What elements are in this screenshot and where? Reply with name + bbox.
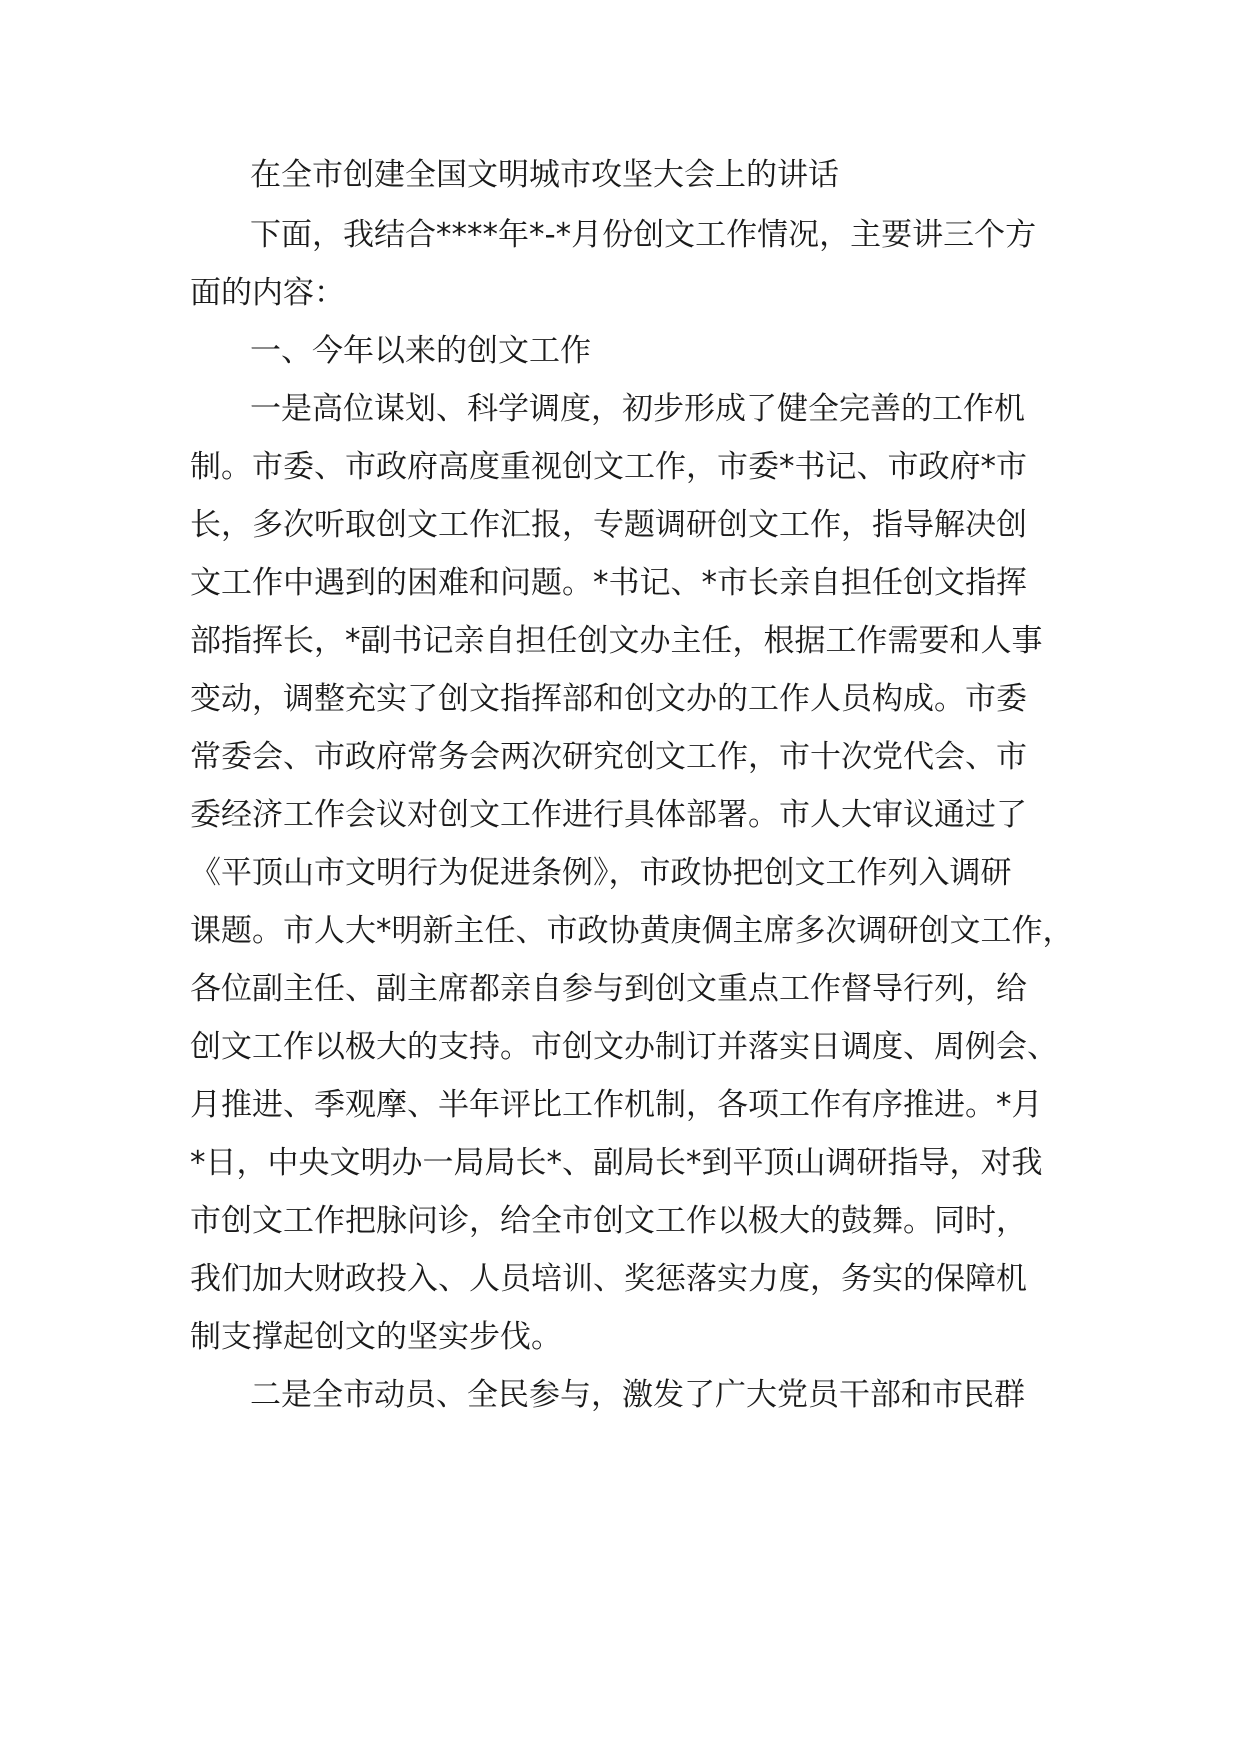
- document-title: 在全市创建全国文明城市攻坚大会上的讲话: [250, 157, 839, 193]
- paragraph-line: 委经济工作会议对创文工作进行具体部署。市人大审议通过了: [190, 797, 1027, 833]
- paragraph-line: 长，多次听取创文工作汇报，专题调研创文工作，指导解决创: [190, 507, 1027, 543]
- paragraph-line: 文工作中遇到的困难和问题。*书记、*市长亲自担任创文指挥: [190, 565, 1027, 601]
- paragraph-line: 制。市委、市政府高度重视创文工作，市委*书记、市政府*市: [190, 449, 1027, 485]
- paragraph-line: 创文工作以极大的支持。市创文办制订并落实日调度、周例会、: [190, 1029, 1058, 1065]
- paragraph-line: 课题。市人大*明新主任、市政协黄庚倜主席多次调研创文工作，: [190, 913, 1074, 949]
- paragraph-line: 部指挥长，*副书记亲自担任创文办主任，根据工作需要和人事: [190, 623, 1043, 659]
- paragraph-line: 市创文工作把脉问诊，给全市创文工作以极大的鼓舞。同时，: [190, 1203, 1027, 1239]
- paragraph-line: 《平顶山市文明行为促进条例》，市政协把创文工作列入调研: [190, 855, 1012, 891]
- paragraph-line: 常委会、市政府常务会两次研究创文工作，市十次党代会、市: [190, 739, 1027, 775]
- section-heading: 一、今年以来的创文工作: [250, 333, 591, 369]
- intro-line: 面的内容：: [190, 275, 345, 311]
- paragraph-line: 各位副主任、副主席都亲自参与到创文重点工作督导行列，给: [190, 971, 1027, 1007]
- paragraph-line: 变动，调整充实了创文指挥部和创文办的工作人员构成。市委: [190, 681, 1027, 717]
- paragraph-line: 一是高位谋划、科学调度，初步形成了健全完善的工作机: [250, 391, 1025, 427]
- paragraph-line: 月推进、季观摩、半年评比工作机制，各项工作有序推进。*月: [190, 1087, 1043, 1123]
- paragraph-line: 制支撑起创文的坚实步伐。: [190, 1319, 562, 1355]
- paragraph-line: 我们加大财政投入、人员培训、奖惩落实力度，务实的保障机: [190, 1261, 1027, 1297]
- intro-line: 下面，我结合****年*-*月份创文工作情况，主要讲三个方: [250, 217, 1037, 253]
- paragraph-line: 二是全市动员、全民参与，激发了广大党员干部和市民群: [250, 1377, 1025, 1413]
- paragraph-line: *日，中央文明办一局局长*、副局长*到平顶山调研指导，对我: [190, 1145, 1043, 1181]
